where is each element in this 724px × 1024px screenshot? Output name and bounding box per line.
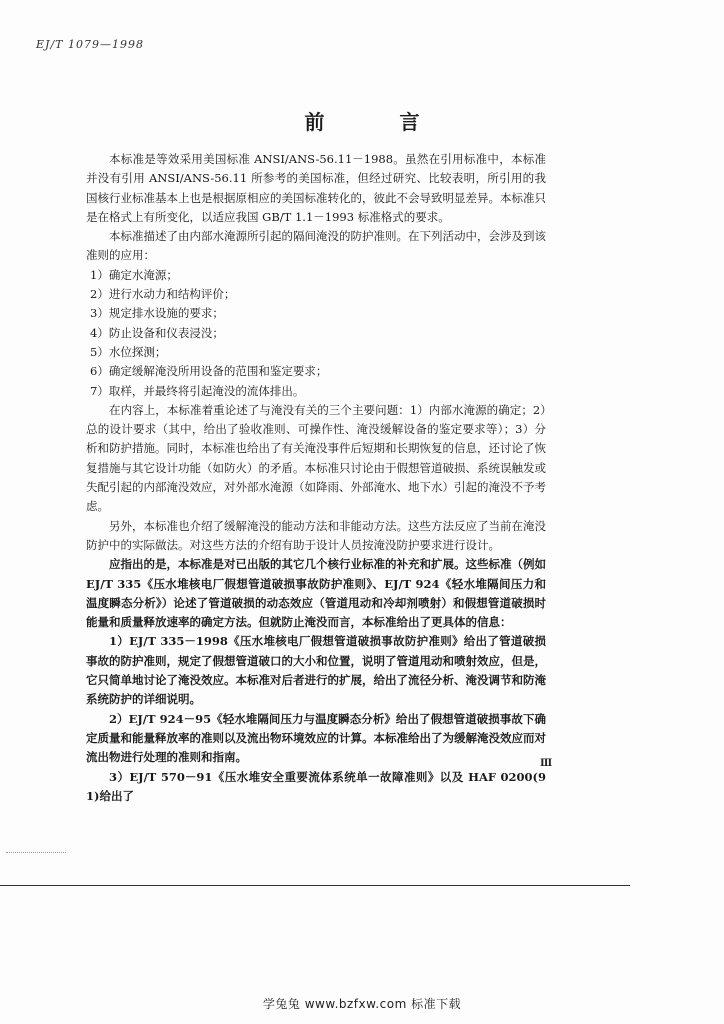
list-item: 7）取样，并最终将引起淹没的流体排出。	[90, 383, 305, 398]
list-item: 1）确定水淹源；	[90, 267, 178, 282]
page-title: 前 言	[304, 110, 454, 134]
paragraph-2: 本标准描述了由内部水淹源所引起的隔间淹没的防护准则。在下列活动中，会涉及到该准则的应用：	[86, 229, 546, 263]
scan-speckle	[6, 852, 66, 856]
list-item: 4）防止设备和仪表浸没；	[90, 325, 224, 340]
paragraph-7: 2）EJ/T 924－95《轻水堆隔间压力与温度瞬态分析》给出了假想管道破损事故下确定质量和能量释放率的准则以及流出物环境效应的计算。本标准给出了为缓解淹没效应而对流出物进行处理的准则和指南。	[86, 711, 546, 765]
paragraph-3: 在内容上，本标准着重论述了与淹没有关的三个主要问题：1）内部水淹源的确定；2）总的设计要求（其中，给出了验收准则、可操作性、淹没缓解设备的鉴定要求等）；3）分析和防护措施。同时，本标准也给出了有关淹没事件后短期和长期恢复的信息，还讨论了恢复措施与其它设计功能（如防火）的矛盾。本标准只讨论由于假想管道破损、系统误触发或失配引起的内部淹没效应，对外部水淹源（如降雨、外部淹水、地下水）引起的淹没不予考虑。	[86, 402, 546, 514]
paragraph-8: 3）EJ/T 570－91《压水堆安全重要流体系统单一故障准则》以及 HAF 0200(91)给出了	[86, 769, 546, 803]
footer-watermark: 学兔兔 www.bzfxw.com 标准下载	[262, 997, 462, 1011]
list-item: 2）进行水动力和结构评价；	[90, 287, 236, 302]
paragraph-1: 本标准是等效采用美国标准 ANSI/ANS-56.11－1988。虽然在引用标准中，本标准并没有引用 ANSI/ANS-56.11 所参考的美国标准，但经过研究、比较表明，所引用的我国核行业标准基本上也是根据原相应的美国标准转化的，彼此不会导致明显差异。本标准只是在格式上有所变化，以适应我国 GB/T 1.1－1993 标准格式的要求。	[86, 152, 546, 224]
paragraph-5: 应指出的是，本标准是对已出版的其它几个核行业标准的补充和扩展。这些标准（例如 EJ/T 335《压水堆核电厂假想管道破损事故防护准则》、EJ/T 924《轻水堆隔间压力和温度瞬态分析》）论述了管道破损的动态效应（管道甩动和冷却剂喷射）和假想管道破损时能量和质量释放速率的确定方法。但就防止淹没而言，本标准给出了更具体的信息：	[86, 557, 546, 630]
footer-divider	[0, 885, 630, 886]
list-item: 6）确定缓解淹没所用设备的范围和鉴定要求；	[90, 364, 328, 379]
paragraph-4: 另外，本标准也介绍了缓解淹没的能动方法和非能动方法。这些方法反应了当前在淹没防护中的实际做法。对这些方法的介绍有助于设计人员按淹没防护要求进行设计。	[86, 518, 546, 552]
list-item: 3）规定排水设施的要求；	[90, 306, 224, 321]
list-item: 5）水位探测；	[90, 344, 167, 359]
document-code: EJ/T 1079—1998	[36, 38, 144, 51]
page-number: Ⅲ	[540, 758, 553, 769]
paragraph-6: 1）EJ/T 335－1998《压水堆核电厂假想管道破损事故防护准则》给出了管道破损事故的防护准则，规定了假想管道破口的大小和位置，说明了管道甩动和喷射效应，但是，它只简单地讨论了淹没效应。本标准对后者进行的扩展，给出了流径分析、淹没调节和防淹系统防护的详细说明。	[86, 634, 546, 707]
body-text	[86, 150, 546, 806]
